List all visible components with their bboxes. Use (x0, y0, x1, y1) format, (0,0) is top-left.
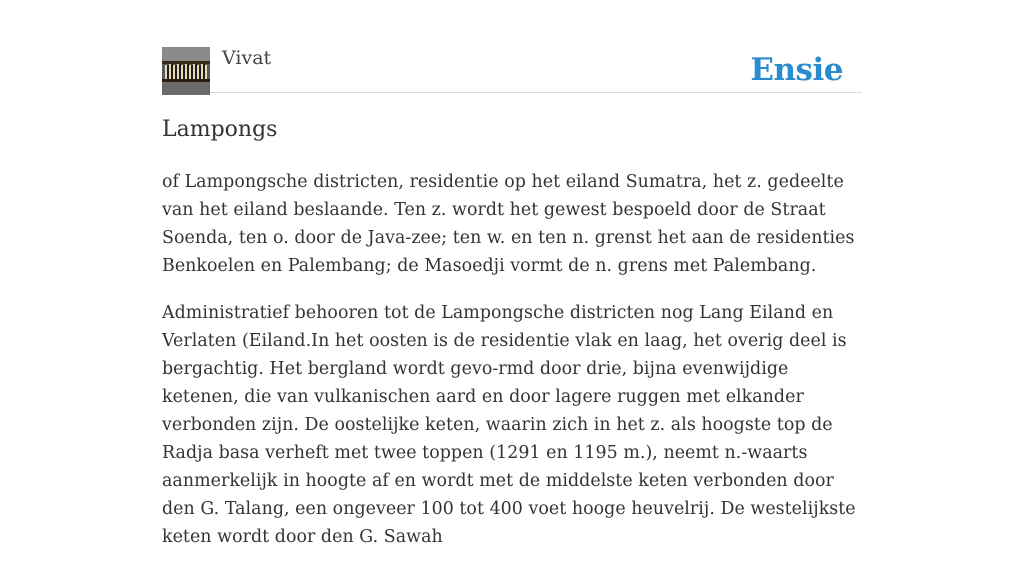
site-logo[interactable]: Ensie (750, 52, 843, 88)
books-icon (162, 47, 210, 95)
article-paragraph: of Lampongsche districten, residentie op het eiland Sumatra, het z. gedeelte van het eiland beslaande. Ten z. wordt het gewest bespoeld door de Straat Soenda, ten o. door de Java-zee; ten w. en ten n. grenst het aan de residenties Benkoelen en Palembang; de Masoedji vormt de n. grens met Palembang. (162, 172, 855, 276)
site-header (162, 47, 862, 93)
article-body (162, 168, 864, 570)
article-title: Lampongs (162, 117, 278, 142)
author-avatar[interactable] (162, 47, 210, 95)
article-paragraph: Administratief behooren tot de Lampongsche districten nog Lang Eiland en Verlaten (Eiland.In het oosten is de residentie vlak en laag, het overig deel is bergachtig. Het bergland wordt gevo-rmd door drie, bijna evenwijdige ketenen, die van vulkanischen aard en door lagere ruggen met elkander verbonden zijn. De oostelijke keten, waarin zich in het z. als hoogste top de Radja basa verheft met twee toppen (1291 en 1195 m.), neemt n.-waarts aanmerkelijk in hoogte af en wordt met de middelste keten verbonden door den G. Talang, een ongeveer 100 tot 400 voet hooge heuvelrij. De westelijkste keten wordt door den G. Sawah (162, 303, 856, 547)
author-name[interactable]: Vivat (222, 47, 272, 69)
